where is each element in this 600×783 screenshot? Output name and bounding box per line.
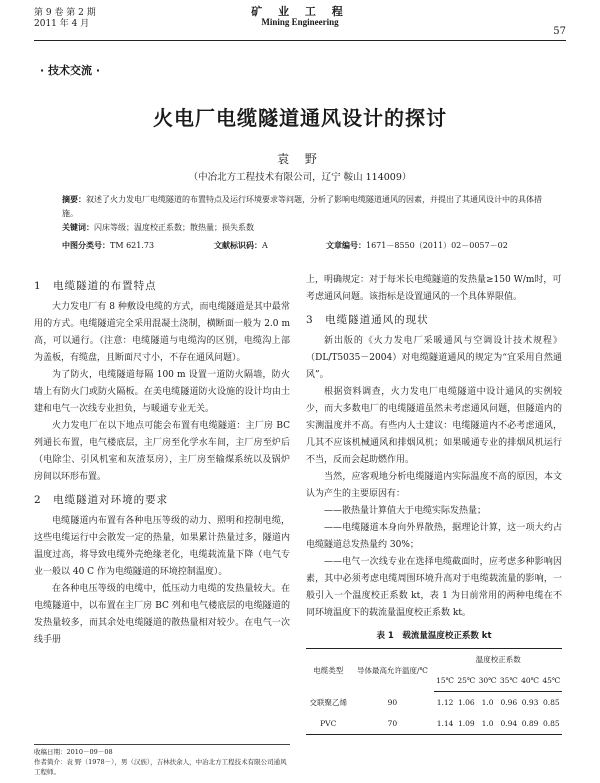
table-title: 表 1 载流量温度校正系数 kt [376,631,492,641]
paragraph: 根据资料调查，火力发电厂电缆隧道中设计通风的实例较少，而大多数电厂的电缆隧道虽然未考虑通风问题，但隧道内的实测温度并不高。有些内人士建议：电缆隧道内不必考虑通风，几其不应该机械通风和排烟风机；如果暖通专业的排烟风机运行不当，反而会起助燃作用。 [306,387,562,465]
article-title: 火电厂电缆隧道通风设计的探讨 [153,106,447,130]
footnote: 收稿日期：2010－09－08 作者简介：袁 野（1978－），男（汉族），吉林扶余人，中冶北方工程技术有限公司通风工程师。 [34,744,290,777]
paragraph: 火力发电厂在以下地点可能会布置有电缆隧道：主厂房 BC 列通长布置，电气楼底层，主厂房至化学水车间，主厂房至炉后（电除尘、引风机室和灰渣泵房），主厂房至输煤系统以及锅炉房间以环形布置。 [34,421,290,482]
abstract-block [62,193,542,235]
issue-info: 第 9 卷 第 2 期 2011 年 4 月 [34,8,96,29]
section-heading-1: 1 电缆隧道的布置特点 [34,280,157,292]
paragraph: ——电气一次线专业在选择电缆截面时，应考虑多种影响因素，其中必须考虑电缆周围环境升高对于电缆载流量的影响，一般引入一个温度校正系数 kt，表 1 为日前常用的两种电缆在不同环境温度下的载流量温度校正系数 kt。 [306,557,562,618]
paragraph: 在各种电压等级的电缆中，低压动力电缆的发热量较大。在电缆隧道中，以布置在主厂房 BC 列和电气楼底层的电缆隧道的发热量较多，而其余处电缆隧道的散热量相对较少。在电气一次线手册 [34,584,290,645]
right-column [306,272,562,735]
paragraph: 电缆隧道内布置有各种电压等级的动力、照明和控制电缆，这些电缆运行中会散发一定的热量，如果累计热量过多，隧道内温度过高，将导致电缆外壳绝缘老化，电缆载流量下降（电气专业一般以 40 C 作为电缆隧道的环境控制温度）。 [34,516,290,577]
article-id: 文章编号：1671－8550（2011）02－0057－02 [326,240,508,250]
clc-number: 中图分类号：TM 621.73 [62,240,155,250]
section-heading-2: 2 电缆隧道对环境的要求 [34,494,169,506]
paragraph: ——散热量计算值大于电缆实际发热量； [324,506,487,516]
paragraph: ——电缆隧道本身向外界散热，据理论计算，这一项大约占电缆隧道总发热量约 30%； [306,523,562,550]
doc-code: 文献标识码：A [214,240,268,250]
col-header-temp: 40℃ [519,670,540,692]
journal-name: 矿 业 工 程 Mining Engineering [251,5,349,27]
keywords: 关键词：闪床等级；温度校正系数；散热量；损失系数 [62,223,254,232]
section-heading-3: 3 电缆隧道通风的现状 [306,314,429,326]
paragraph: 上，明确规定：对于每米长电缆隧道的发热量≥150 W/m时，可考虑通风问题。该指标是设置通风的一个具体界限值。 [306,275,562,302]
header-rule [34,40,566,41]
col-header-temp: 15℃ [434,670,455,692]
section-tag: · 技术交流 · [40,64,101,77]
col-header-max-temp: 导体最高允许温度/℃ [350,649,434,692]
correction-table [306,648,562,735]
col-header-temp: 45℃ [541,670,562,692]
paragraph: 当然，应客观地分析电缆隧道内实际温度不高的原因，本文认为产生的主要原因有： [306,472,562,499]
author: 袁 野 [277,152,323,166]
page-number: 57 [553,26,566,37]
abstract: 摘要：叙述了火力发电厂电缆隧道的布置特点及运行环境要求等问题，分析了影响电缆隧道通风的因素，并提出了其通风设计中的具体措施。 [62,195,542,218]
col-header-temp: 35℃ [498,670,519,692]
affiliation: （中冶北方工程技术有限公司，辽宁 鞍山 114009） [188,172,412,183]
paragraph: 新出版的《火力发电厂采暖通风与空调设计技术规程》（DL/T5035－2004）对电缆隧道通风的规定为“宜采用自然通风”。 [306,336,562,380]
col-header-temp: 25℃ [456,670,477,692]
paragraph: 为了防火，电缆隧道每隔 100 m 设置一道防火隔墙，防火墙上有防火门或防火隔板。在美电缆隧道防火设施的设计均由土建和电气一次线专业担负，与暖通专业无关。 [34,370,290,414]
left-column [34,272,290,649]
col-header-temp: 30℃ [477,670,498,692]
col-header-type: 电缆类型 [306,649,350,692]
table-row: PVC 70 1.14 1.09 1.0 0.94 0.89 0.85 [306,713,562,735]
table-row: 交联聚乙烯 90 1.12 1.06 1.0 0.96 0.93 0.85 [309,697,560,707]
col-header-group: 温度校正系数 [434,649,562,671]
paragraph: 大力发电厂有 8 种敷设电缆的方式，而电缆隧道是其中最常用的方式。电缆隧道完全采用混凝土浇制，横断面一般为 2.0 m高，可以通行。（注意：电缆隧道与电缆沟的区别，电缆沟上部为盖板，有缆盘，且断面尺寸小，不存在通风问题）。 [34,302,290,363]
